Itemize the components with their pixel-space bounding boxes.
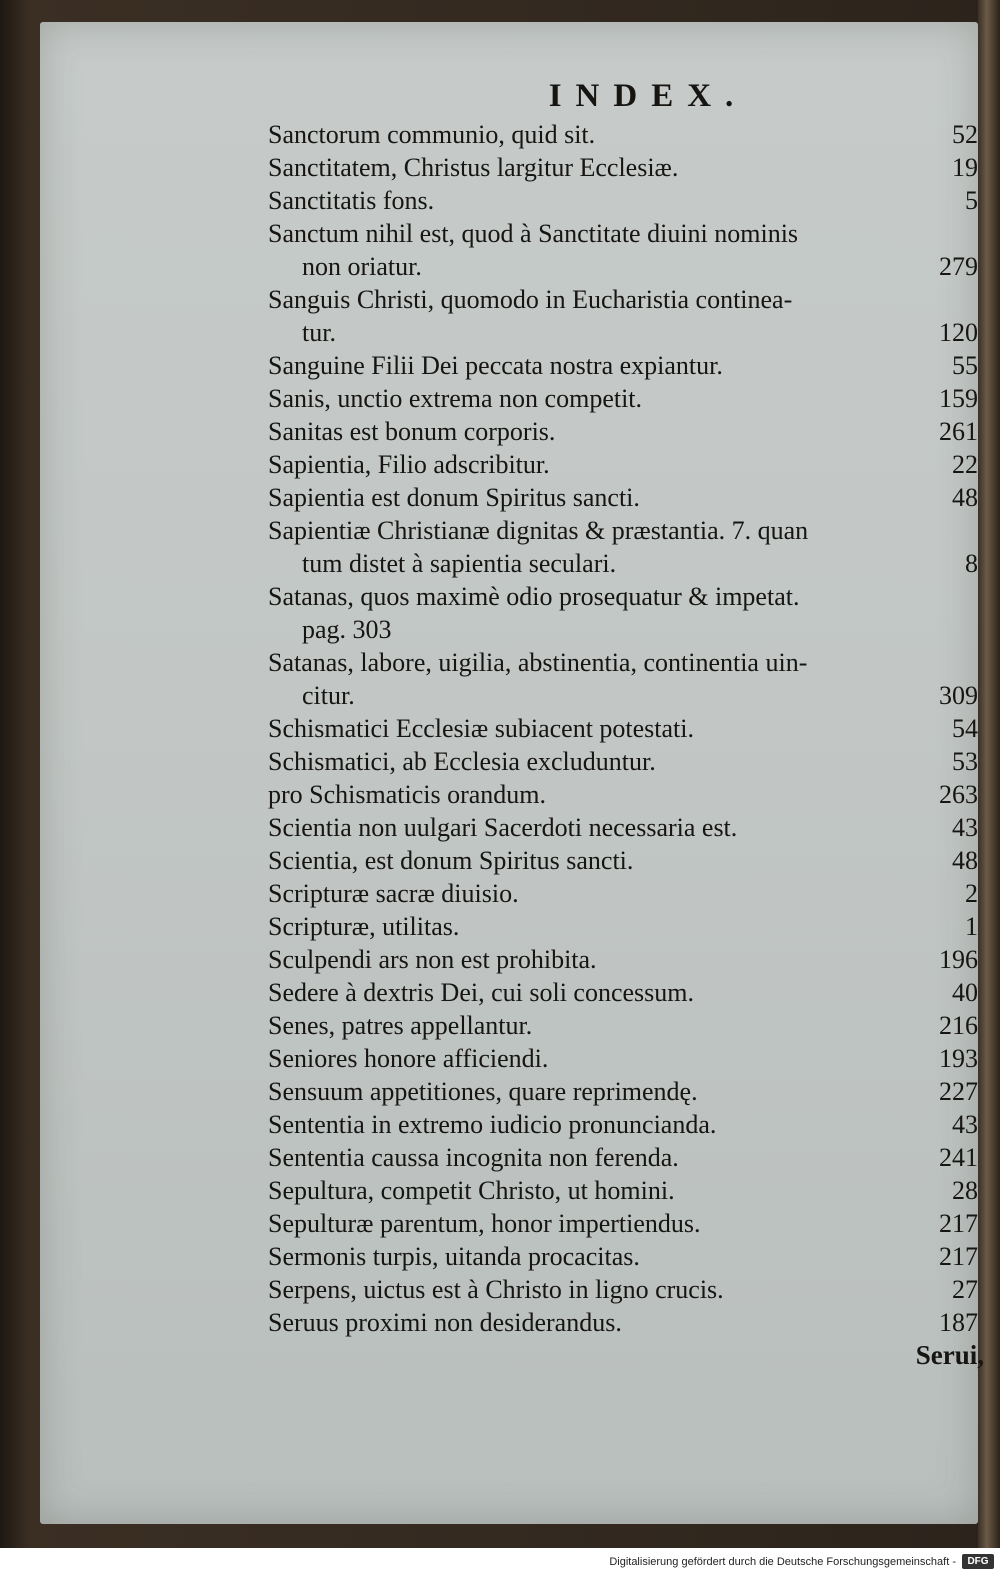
entry-text: Sedere à dextris Dei, cui soli concessum. bbox=[268, 978, 694, 1007]
entry-page-number: 43 bbox=[952, 813, 978, 842]
entry-text: Sententia in extremo iudicio pronuncianda. bbox=[268, 1110, 717, 1139]
entry-page-number: 261 bbox=[939, 417, 978, 446]
index-entry bbox=[268, 1306, 988, 1339]
entry-page-number: 22 bbox=[952, 450, 978, 479]
entry-text: Scripturæ, utilitas. bbox=[268, 912, 460, 941]
index-entry bbox=[268, 679, 988, 712]
entry-text: Serpens, uictus est à Christo in ligno crucis. bbox=[268, 1275, 724, 1304]
entry-text: Sanitas est bonum corporis. bbox=[268, 417, 556, 446]
entry-text: Sanctitatem, Christus largitur Ecclesiæ. bbox=[268, 153, 679, 182]
index-entry bbox=[268, 547, 988, 580]
entry-page-number: 55 bbox=[952, 351, 978, 380]
entry-text: Sermonis turpis, uitanda procacitas. bbox=[268, 1242, 640, 1271]
index-entry bbox=[268, 877, 988, 910]
entry-text: Sepulturæ parentum, honor impertiendus. bbox=[268, 1209, 701, 1238]
index-entry bbox=[268, 349, 988, 382]
index-entry bbox=[268, 1009, 988, 1042]
page-header: INDEX. bbox=[548, 78, 748, 114]
index-entry bbox=[268, 514, 988, 547]
entry-text: tur. bbox=[302, 318, 336, 347]
entry-page-number: 120 bbox=[939, 318, 978, 347]
entry-text: Sensuum appetitiones, quare reprimendę. bbox=[268, 1077, 698, 1106]
index-entry bbox=[268, 151, 988, 184]
entry-text: Sanguine Filii Dei peccata nostra expiantur. bbox=[268, 351, 723, 380]
entry-page-number: 53 bbox=[952, 747, 978, 776]
entry-text: Sepultura, competit Christo, ut homini. bbox=[268, 1176, 675, 1205]
index-entry bbox=[268, 1042, 988, 1075]
index-entry bbox=[268, 184, 988, 217]
entry-text: non oriatur. bbox=[302, 252, 422, 281]
entry-text: Schismatici Ecclesiæ subiacent potestati. bbox=[268, 714, 695, 743]
entry-text: Sapientiæ Christianæ dignitas & præstantia. 7. quan bbox=[268, 516, 809, 545]
index-entry bbox=[268, 1141, 988, 1174]
index-entry bbox=[268, 250, 988, 283]
page-content bbox=[268, 74, 988, 1370]
entry-text: Satanas, labore, uigilia, abstinentia, continentia uin- bbox=[268, 648, 808, 677]
index-entry bbox=[268, 613, 988, 646]
index-entry bbox=[268, 1174, 988, 1207]
entry-text: Sanctitatis fons. bbox=[268, 186, 435, 215]
index-entry bbox=[268, 118, 988, 151]
index-entry bbox=[268, 1108, 988, 1141]
entry-page-number: 52 bbox=[952, 120, 978, 149]
entry-text: Schismatici, ab Ecclesia excluduntur. bbox=[268, 747, 656, 776]
entry-page-number: 1 bbox=[965, 912, 978, 941]
index-entry bbox=[268, 415, 988, 448]
entry-text: Sanctorum communio, quid sit. bbox=[268, 120, 596, 149]
entry-page-number: 40 bbox=[952, 978, 978, 1007]
entry-page-number: 28 bbox=[952, 1176, 978, 1205]
entry-text: Sapientia est donum Spiritus sancti. bbox=[268, 483, 640, 512]
index-entry bbox=[268, 382, 988, 415]
entry-text: citur. bbox=[302, 681, 355, 710]
entry-text: Seruus proximi non desiderandus. bbox=[268, 1308, 622, 1337]
index-entry bbox=[268, 1207, 988, 1240]
entry-text: Senes, patres appellantur. bbox=[268, 1011, 533, 1040]
entry-page-number: 5 bbox=[965, 186, 978, 215]
index-entry bbox=[268, 1075, 988, 1108]
entry-text: Sanis, unctio extrema non competit. bbox=[268, 384, 643, 413]
index-entry bbox=[268, 217, 988, 250]
index-entry bbox=[268, 976, 988, 1009]
index-entry bbox=[268, 316, 988, 349]
entry-text: Scripturæ sacræ diuisio. bbox=[268, 879, 519, 908]
index-entry bbox=[268, 811, 988, 844]
catchword: Serui, bbox=[915, 1340, 984, 1370]
entry-page-number: 196 bbox=[939, 945, 978, 974]
entry-page-number: 217 bbox=[939, 1209, 978, 1238]
entry-page-number: 217 bbox=[939, 1242, 978, 1271]
index-entry bbox=[268, 844, 988, 877]
entry-page-number: 279 bbox=[939, 252, 978, 281]
dfg-logo-icon: DFG bbox=[962, 1554, 994, 1569]
entry-page-number: 241 bbox=[939, 1143, 978, 1172]
entry-text: Seniores honore afficiendi. bbox=[268, 1044, 549, 1073]
entry-page-number: 2 bbox=[965, 879, 978, 908]
entry-text: Scientia, est donum Spiritus sancti. bbox=[268, 846, 634, 875]
entry-page-number: 263 bbox=[939, 780, 978, 809]
entry-page-number: 187 bbox=[939, 1308, 978, 1337]
index-entry bbox=[268, 778, 988, 811]
entry-page-number: 227 bbox=[939, 1077, 978, 1106]
entry-page-number: 309 bbox=[939, 681, 978, 710]
index-entries bbox=[268, 118, 988, 1339]
entry-text: Scientia non uulgari Sacerdoti necessaria est. bbox=[268, 813, 738, 842]
entry-text: tum distet à sapientia seculari. bbox=[302, 549, 617, 578]
index-entry bbox=[268, 448, 988, 481]
entry-page-number: 193 bbox=[939, 1044, 978, 1073]
index-entry bbox=[268, 646, 988, 679]
entry-text: Satanas, quos maximè odio prosequatur & impetat. bbox=[268, 582, 800, 611]
entry-text: Sculpendi ars non est prohibita. bbox=[268, 945, 597, 974]
entry-text: Sapientia, Filio adscribitur. bbox=[268, 450, 550, 479]
entry-page-number: 27 bbox=[952, 1275, 978, 1304]
entry-page-number: 48 bbox=[952, 846, 978, 875]
index-entry bbox=[268, 283, 988, 316]
entry-text: pro Schismaticis orandum. bbox=[268, 780, 547, 809]
entry-page-number: 216 bbox=[939, 1011, 978, 1040]
entry-text: Sanguis Christi, quomodo in Eucharistia continea- bbox=[268, 285, 793, 314]
index-entry bbox=[268, 712, 988, 745]
entry-text: pag. 303 bbox=[302, 615, 392, 644]
entry-page-number: 159 bbox=[939, 384, 978, 413]
entry-page-number: 48 bbox=[952, 483, 978, 512]
entry-page-number: 54 bbox=[952, 714, 978, 743]
entry-page-number: 8 bbox=[965, 549, 978, 578]
entry-page-number: 43 bbox=[952, 1110, 978, 1139]
index-entry bbox=[268, 481, 988, 514]
index-entry bbox=[268, 943, 988, 976]
entry-text: Sanctum nihil est, quod à Sanctitate diuini nominis bbox=[268, 219, 799, 248]
index-entry bbox=[268, 745, 988, 778]
footer-credit: Digitalisierung gefördert durch die Deutsche Forschungsgemeinschaft - bbox=[609, 1556, 956, 1568]
entry-text: Sententia caussa incognita non ferenda. bbox=[268, 1143, 679, 1172]
book-page bbox=[40, 22, 984, 1524]
index-entry bbox=[268, 580, 988, 613]
entry-page-number: 19 bbox=[952, 153, 978, 182]
index-entry bbox=[268, 910, 988, 943]
footer-bar bbox=[0, 1548, 1000, 1577]
index-entry bbox=[268, 1273, 988, 1306]
index-entry bbox=[268, 1240, 988, 1273]
